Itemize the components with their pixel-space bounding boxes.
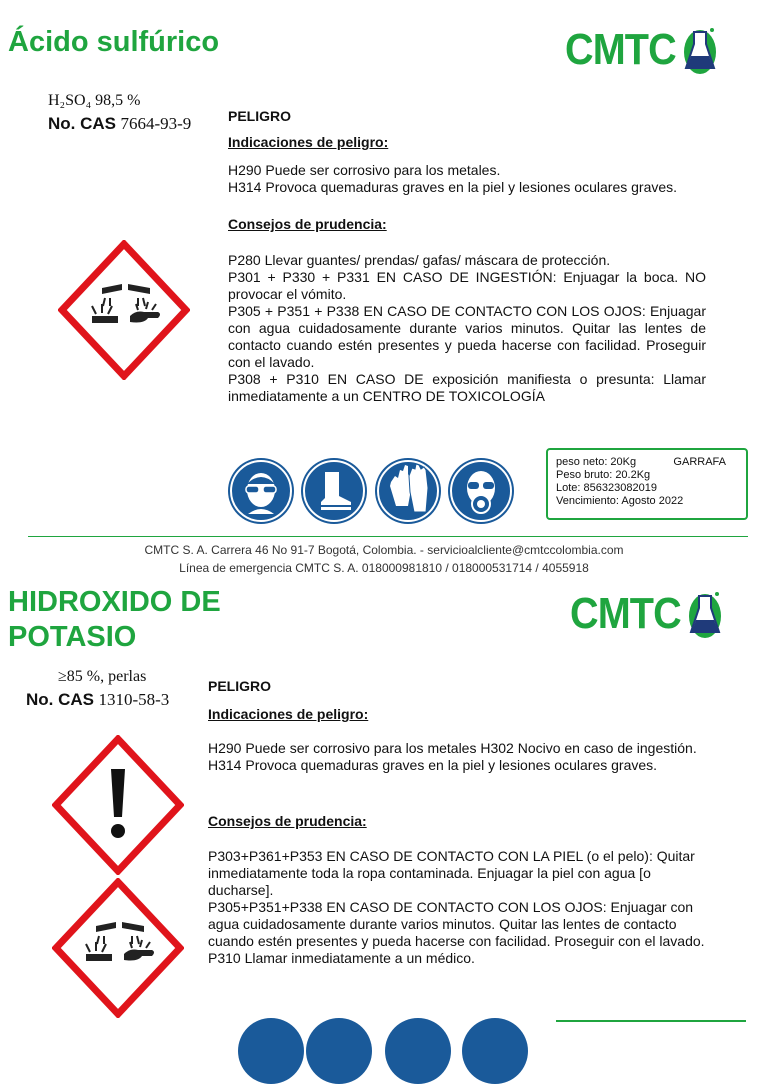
hazard-statement: H290 Puede ser corrosivo para los metales. (228, 162, 501, 178)
flask-logo-icon (687, 588, 723, 640)
concentration: ≥85 %, perlas (58, 668, 147, 685)
precaution-statement: P301 + P330 + P331 EN CASO DE INGESTIÓN: Enjuagar la boca. NO provocar el vómito. (228, 269, 706, 302)
hazard-header: Indicaciones de peligro: (228, 134, 389, 150)
flask-logo-icon (682, 24, 718, 76)
expiration-date: Vencimiento: Agosto 2022 (556, 495, 684, 507)
hazard-header-2: Indicaciones de peligro: (208, 706, 369, 722)
exclamation-pictogram-icon (52, 735, 184, 875)
safety-boots-icon (301, 458, 367, 524)
cmtc-logo: CMTC (565, 24, 718, 76)
precaution-statement: P310 Llamar inmediatamente a un médico. (208, 950, 475, 966)
cmtc-logo-2: CMTC (570, 588, 723, 640)
precaution-statements (228, 252, 706, 405)
ppe-icon-partial (462, 1018, 528, 1084)
hazard-statements-2 (208, 740, 712, 774)
lot-number: Lote: 856323082019 (556, 482, 657, 494)
footer (0, 541, 768, 577)
precaution-statement: P305 + P351 + P338 EN CASO DE CONTACTO CON LOS OJOS: Enjuagar con agua cuidadosamente durante varios minutos. Quitar las lentes de contacto cuando estén presentes y pueda hacerse con facilidad. Proseguir con el lavado. (228, 303, 706, 370)
precaution-header-2: Consejos de prudencia: (208, 813, 367, 829)
respirator-icon (448, 458, 514, 524)
hazard-statement: H290 Puede ser corrosivo para los metales H302 Nocivo en caso de ingestión. (208, 740, 697, 756)
product-title: Ácido sulfúrico (8, 26, 220, 58)
precaution-statements-2 (208, 848, 712, 967)
hazard-statements (228, 162, 706, 196)
gross-weight: Peso bruto: 20.2Kg (556, 469, 651, 481)
info-box-partial (556, 1020, 746, 1032)
ppe-icon-partial (238, 1018, 304, 1084)
cas-number-2: No. CAS 1310-58-3 (26, 690, 170, 709)
signal-word-2: PELIGRO (208, 678, 272, 694)
cas-number: No. CAS 7664-93-9 (48, 114, 192, 133)
precaution-statement: P280 Llevar guantes/ prendas/ gafas/ máscara de protección. (228, 252, 611, 268)
footer-address: CMTC S. A. Carrera 46 No 91-7 Bogotá, Colombia. - servicioalcliente@cmtccolombia.com (144, 543, 624, 557)
footer-emergency: Línea de emergencia CMTC S. A. 018000981810 / 018000531714 / 4055918 (179, 561, 589, 575)
precaution-statement: P303+P361+P353 EN CASO DE CONTACTO CON LA PIEL (o el pelo): Quitar inmediatamente toda la ropa contaminada. Enjuagar la piel con agua [o ducharse]. (208, 848, 695, 898)
hazard-statement: H314 Provoca quemaduras graves en la piel y lesiones oculares graves. (208, 757, 658, 773)
ppe-icon-partial (385, 1018, 451, 1084)
divider (28, 536, 748, 537)
ppe-icon-partial (306, 1018, 372, 1084)
product-title-2: HIDROXIDO DE POTASIO (8, 586, 221, 653)
precaution-header: Consejos de prudencia: (228, 216, 387, 232)
safety-glasses-icon (228, 458, 294, 524)
container-type: GARRAFA (673, 456, 726, 468)
net-weight: peso neto: 20Kg (556, 456, 637, 468)
corrosive-pictogram-icon (58, 240, 190, 380)
corrosive-pictogram-icon (52, 878, 184, 1018)
chemical-formula: H₂SO₄ 98,5 % (48, 92, 141, 109)
gloves-icon (375, 458, 441, 524)
hazard-statement: H314 Provoca quemaduras graves en la piel y lesiones oculares graves. (228, 179, 678, 195)
package-info-box (546, 448, 748, 520)
precaution-statement: P308 + P310 EN CASO DE exposición manifiesta o presunta: Llamar inmediatamente a un CENTRO DE TOXICOLOGÍA (228, 371, 706, 404)
signal-word: PELIGRO (228, 108, 292, 124)
precaution-statement: P305+P351+P338 EN CASO DE CONTACTO CON LOS OJOS: Enjuagar con agua cuidadosamente durante varios minutos. Quitar las lentes de contacto cuando estén presentes y pueda hacerse con facilidad. Proseguir con el lavado. (208, 899, 705, 949)
